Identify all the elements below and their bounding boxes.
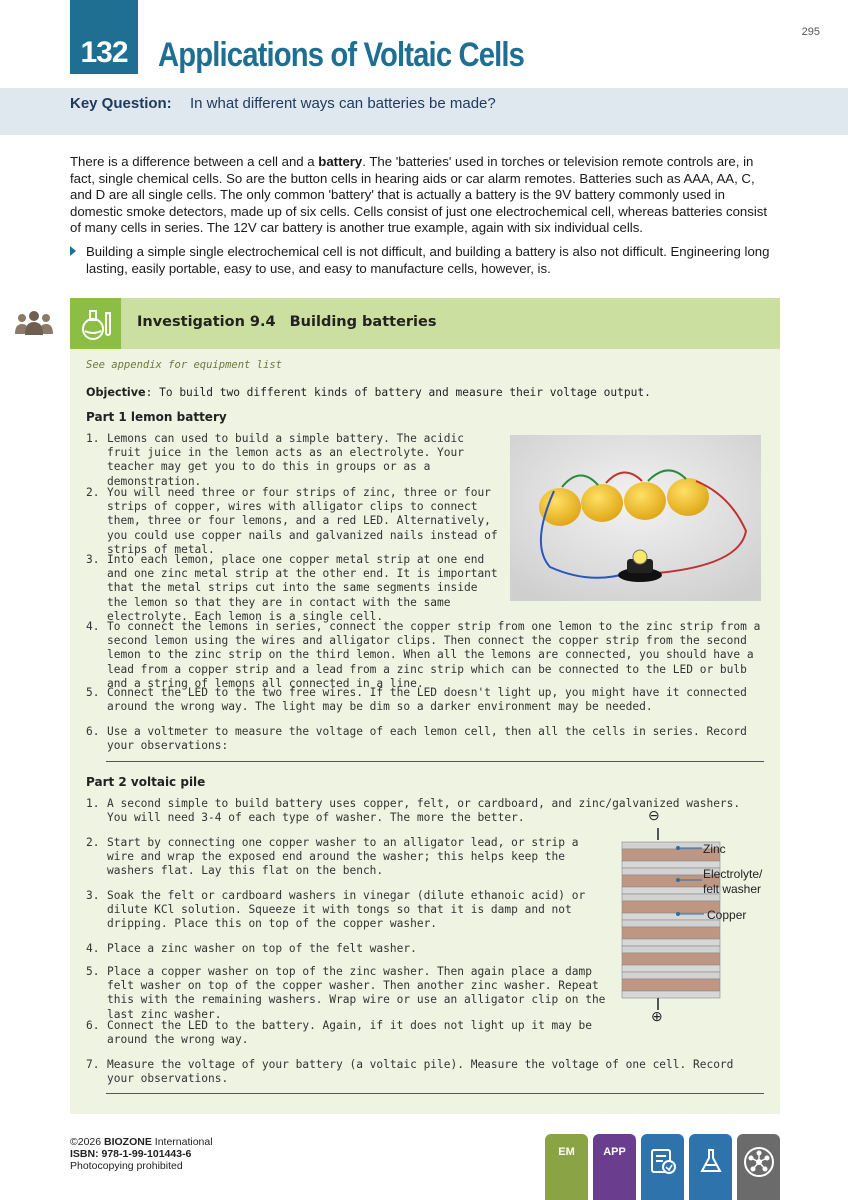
pile-layer-felt [622,979,720,991]
pile-layer-zinc [622,946,720,953]
investigation-icon-box [70,298,121,349]
objective: Objective: To build two different kinds of battery and measure their voltage output. [86,386,651,399]
tab-lab[interactable] [689,1134,732,1200]
pile-layer-copper [622,939,720,946]
photocopy-note: Photocopying prohibited [70,1160,183,1172]
triangle-bullet-icon [70,246,76,256]
part2-step: 5. Place a copper washer on top of the zinc washer. Then again place a damp felt washer on top of the copper washer. Then another zinc washer. Repeat this with the remaining washers. Wrap wire or use an alligator clip on the last zinc washer. [86,965,606,1021]
pile-layer-copper [622,913,720,920]
lemon-battery-photo [510,435,761,601]
pile-layer-felt [622,953,720,965]
negative-terminal-icon: ⊖ [648,807,660,823]
tab-network[interactable] [737,1134,780,1200]
part2-heading: Part 2 voltaic pile [86,775,206,789]
part1-step: 6. Use a voltmeter to measure the voltage of each lemon cell, then all the cells in series. Record your observations: [86,725,747,753]
part2-step: 6. Connect the LED to the battery. Again, if it does not light up it may be around the wrong way. [86,1019,592,1047]
chapter-title: Applications of Voltaic Cells [158,36,525,74]
group-work-icon [14,310,54,336]
voltaic-pile-diagram [610,814,780,1028]
copper-label: Copper [707,908,747,922]
part2-step: 1. A second simple to build battery uses copper, felt, or cardboard, and zinc/galvanized washers. You will need 3-4 of each type of washer. The more the better. [86,797,741,825]
part1-step: 2. You will need three or four strips of zinc, three or four strips of copper, wires with alligator clips to connect them, three or four lemons, and a red LED. Alternatively, you could use copper nails and galvanized nails instead of strips of metal. [86,486,498,556]
part2-step: 3. Soak the felt or cardboard washers in vinegar (dilute ethanoic acid) or dilute KCl solution. Squeeze it with tongs so that it is damp and not dripping. Place this on top of the copper washer. [86,889,586,931]
network-icon [743,1146,775,1178]
part2-step: 4. Place a zinc washer on top of the felt washer. [86,942,417,955]
part2-step: 2. Start by connecting one copper washer to an alligator lead, or strip a wire and wrap the exposed end around the washer; this helps keep the washers flat. Lay this flat on the bench. [86,836,579,878]
positive-terminal-icon: ⊕ [651,1008,663,1024]
data-sheet-icon [648,1146,678,1176]
part1-step: 1. Lemons can used to build a simple battery. The acidic fruit juice in the lemon acts as an electrolyte. Your teacher may get you to do this in groups or as a demonstration. [86,432,464,488]
flask-icon [696,1146,726,1176]
footer [70,1136,213,1172]
pile-layer-felt [622,901,720,913]
chapter-number: 132 [70,0,138,74]
tab-data-sheet[interactable] [641,1134,684,1200]
electrolyte-label-line2: felt washer [703,882,762,896]
copyright: ©2026 BIOZONE International [70,1136,213,1148]
bullet-point: Building a simple single electrochemical cell is not difficult, and building a battery is also not difficult. Engineering long lasting, easily portable, easy to use, and easy to manufacture cells, however, is. [70,244,780,277]
isbn: ISBN: 978-1-99-101443-6 [70,1148,192,1160]
electrolyte-label-line1: Electrolyte/ [703,867,763,881]
part2-step: 7. Measure the voltage of your battery (a voltaic pile). Measure the voltage of one cell. Record your observations. [86,1058,734,1086]
answer-line[interactable] [106,1093,764,1094]
pile-layer-copper [622,991,720,998]
part1-step: 3. Into each lemon, place one copper metal strip at one end and one zinc metal strip at the other end. It is important that the metal strips cut into the same segments inside the lemon so that they are in contact with the same electrolyte. Each lemon is a single cell. [86,553,498,623]
tab-app[interactable]: APP [593,1134,636,1200]
pile-layer-zinc [622,920,720,927]
battery-term: battery [318,154,363,169]
pile-layer-copper [622,965,720,972]
appendix-note: See appendix for equipment list [86,359,282,371]
part1-heading: Part 1 lemon battery [86,410,227,424]
tab-em[interactable]: EM [545,1134,588,1200]
part1-step: 5. Connect the LED to the two free wires. If the LED doesn't light up, you might have it connected around the wrong way. The light may be dim so a darker environment may be needed. [86,686,747,714]
investigation-title: Investigation 9.4 Building batteries [137,314,437,330]
part1-step: 4. To connect the lemons in series, connect the copper strip from one lemon to the zinc strip from a second lemon using the wires and alligator clips. Then connect the copper strip from the second lemon to the zinc strip on the third lemon. When all the lemons are connected, you should have a lead from a copper strip and a lead from a zinc strip which can be connected to the LED or bulb and a string of lemons all connected in a line. [86,620,761,690]
page-number: 295 [801,26,820,38]
key-question-text: In what different ways can batteries be made? [190,95,496,112]
pile-layer-zinc [622,972,720,979]
key-question-label: Key Question: [70,95,172,112]
lab-flasks-icon [77,305,115,343]
answer-line[interactable] [106,761,764,762]
pile-layer-felt [622,927,720,939]
intro-paragraph: There is a difference between a cell and a battery. The 'batteries' used in torches or television remote controls are, in fact, single chemical cells. So are the button cells in hearing aids or car alarm remotes. Batteries such as AAA, AA, C, and D are all single cells. The only common 'battery' that is actually a battery is the 9V battery commonly used in domestic smoke detectors, made up of six cells. Cells consist of just one electrochemical cell, whereas batteries consist of many cells in series. The 12V car battery is another true example, again with six individual cells. [70,154,768,236]
zinc-label: Zinc [703,842,726,856]
